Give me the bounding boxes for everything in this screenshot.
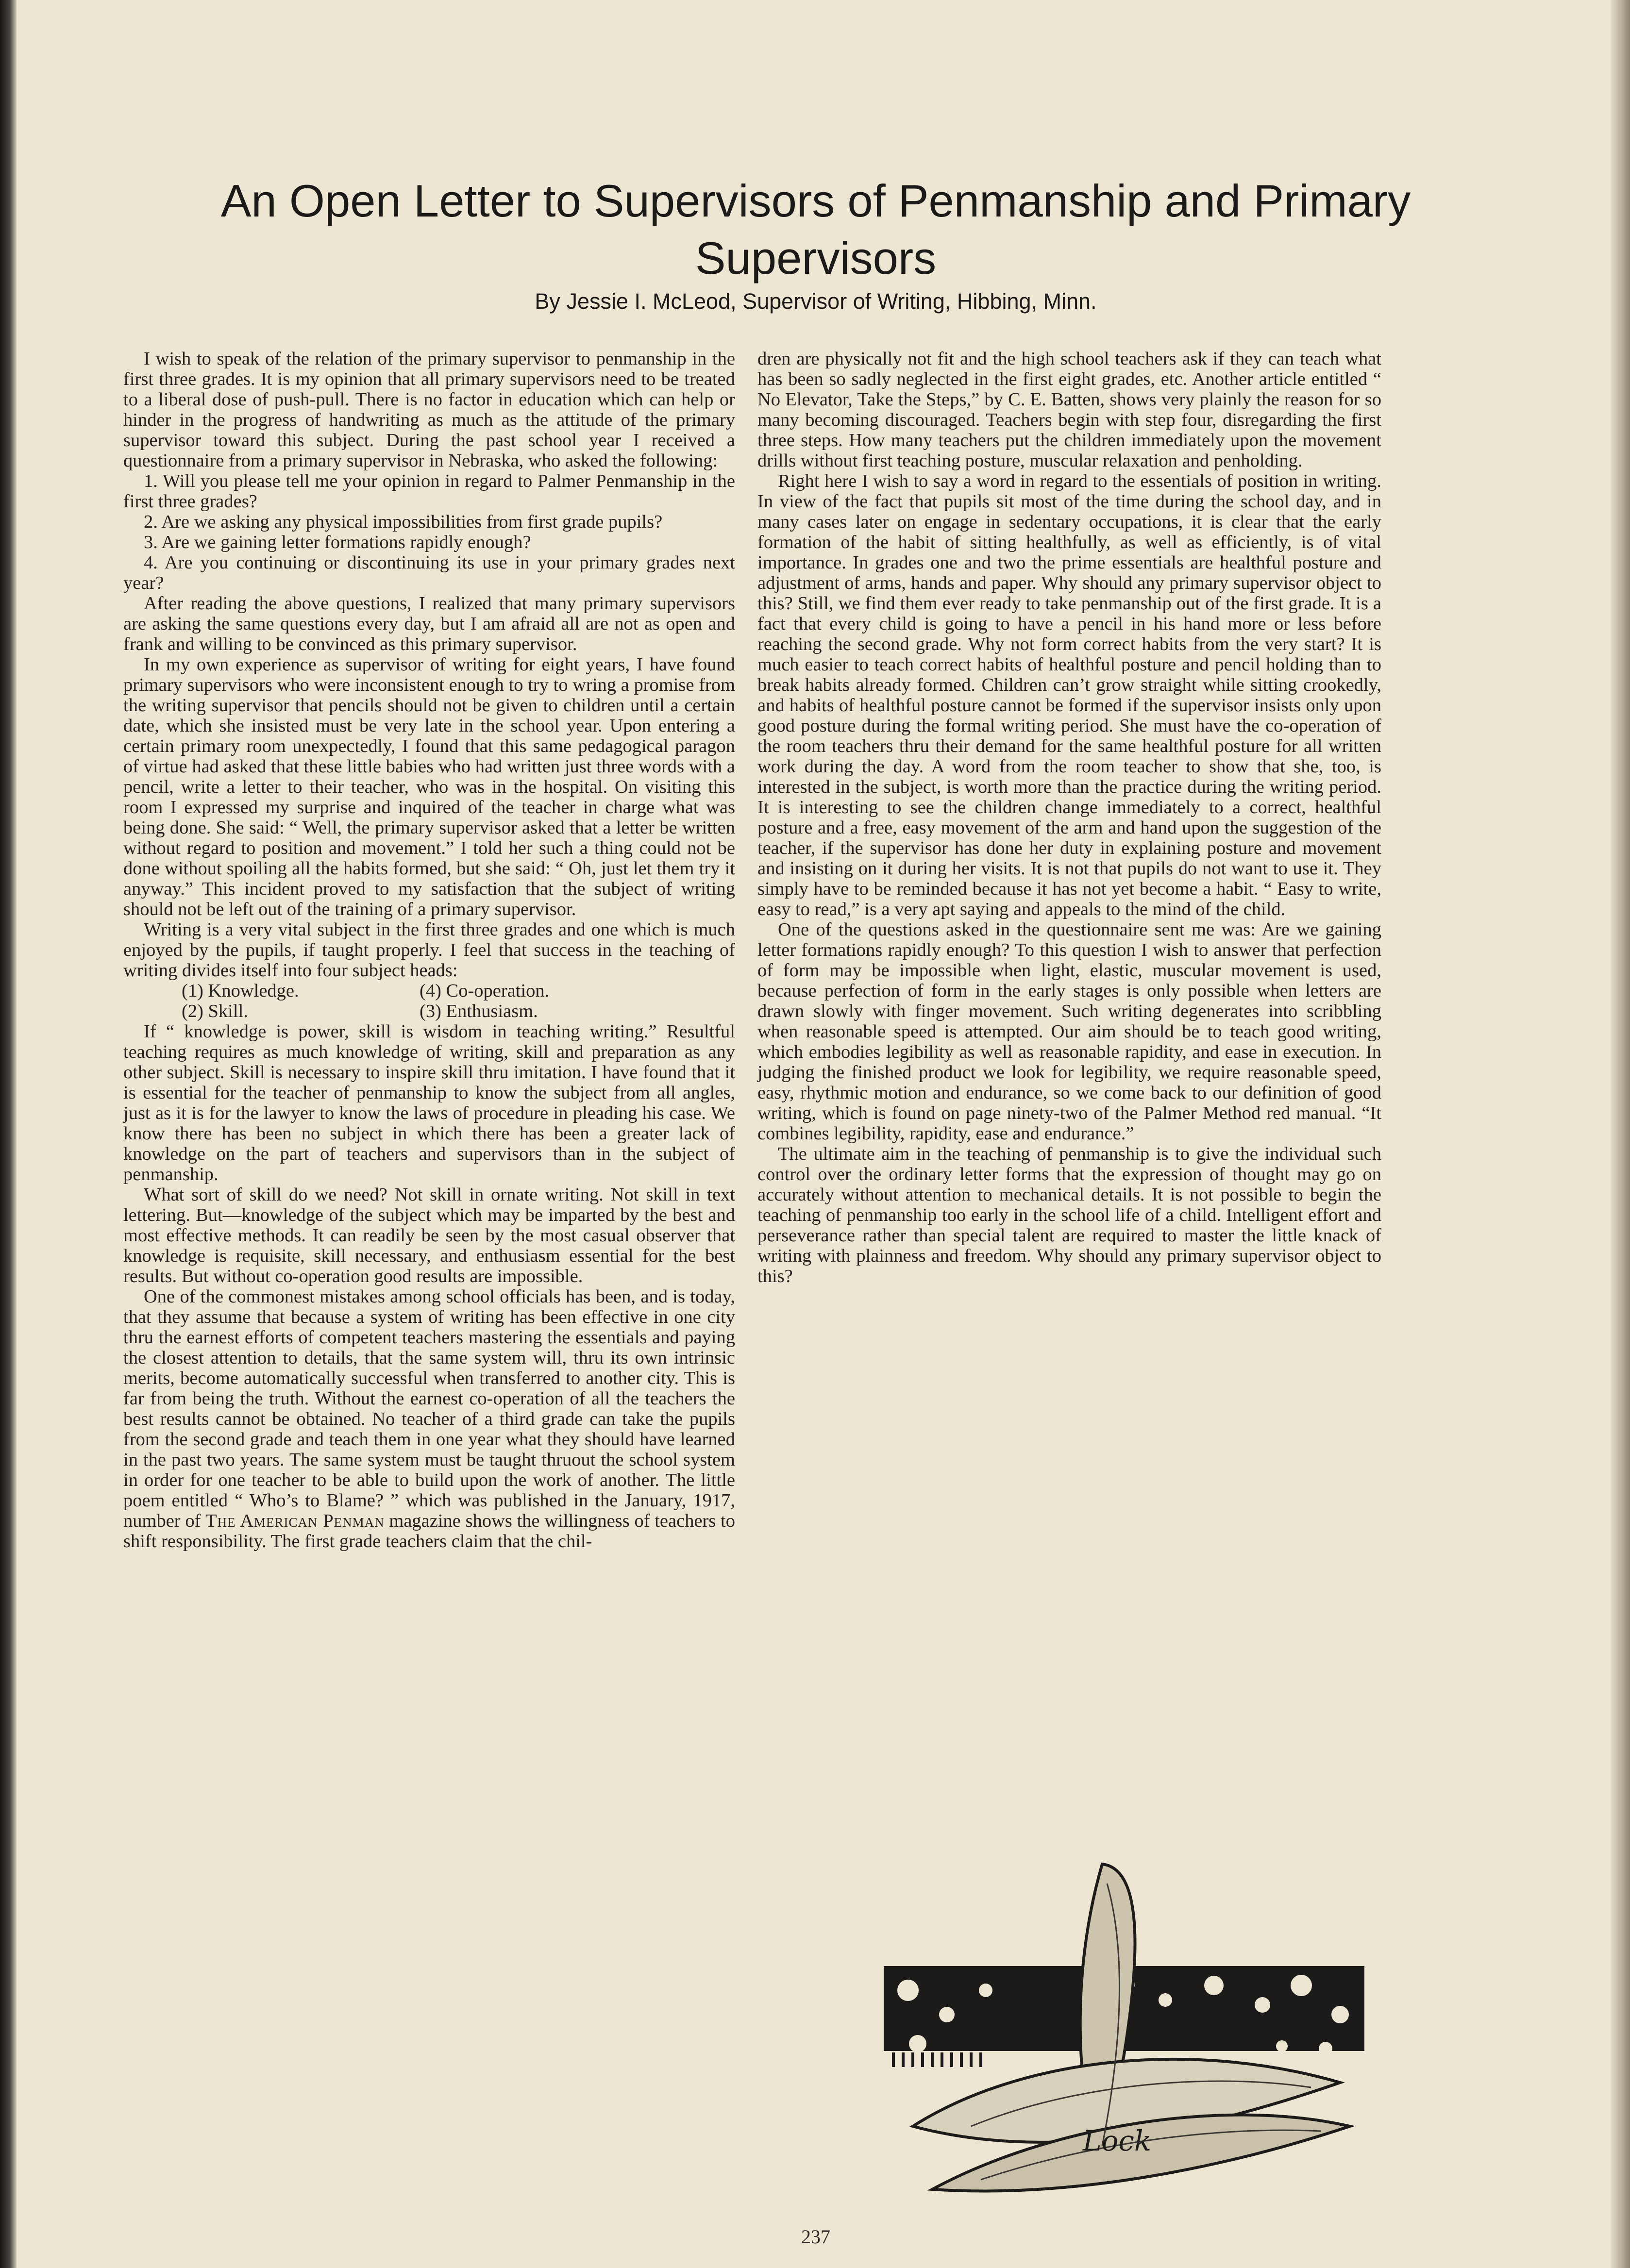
- pen-illustration: [874, 1854, 1369, 2204]
- magazine-name: The American Penman: [205, 1511, 385, 1531]
- book-gutter: [0, 0, 17, 2268]
- paragraph: I wish to speak of the relation of the primary supervisor to penmanship in the first three grades. It is my opinion that all primary supervisors need to be treated to a liberal dose of push-pull. There is no factor in education which can help or hinder in the progress of handwriting as much as the attitude of the primary supervisor toward this subject. During the past school year I received a questionnaire from a primary supervisor in Nebraska, who asked the following:: [123, 349, 735, 471]
- paragraph: If “ knowledge is power, skill is wisdom in teaching writing.” Resultful teaching requires as much knowledge of writing, skill and preparation as any other subject. Skill is necessary to inspire skill thru imitation. I have found that it is essential for the teacher of penmanship to know the subject from all angles, just as it is for the lawyer to know the laws of procedure in pleading his case. We know there has been no subject in which there has been a greater lack of knowledge on the part of teachers and supervisors than in the subject of penmanship.: [123, 1021, 735, 1184]
- subject-heads-list: [123, 981, 735, 1021]
- artist-signature: Lock: [1083, 2124, 1152, 2157]
- question-item: 2. Are we asking any physical impossibilities from first grade pupils?: [144, 512, 663, 532]
- article-title: An Open Letter to Supervisors of Penmanship and Primary Supervisors: [220, 175, 1411, 284]
- paragraph-text: One of the commonest mistakes among school officials has been, and is today, that they assume that because a system of writing has been effective in one city thru the earnest efforts of competent teachers mastering the essentials and paying the closest attention to details, that the same system will, thru its own intrinsic merits, become automatically successful when transferred to another city. This is far from being the truth. Without the earnest co-operation of all the teachers the best results cannot be obtained. No teacher of a third grade can take the pupils from the second grade and teach them in one year what they should have learned in the past two years. The same system must be taught thruout the school system in order for one teacher to be able to build upon the work of another. The little poem entitled “ Who’s to Blame? ” which was published in the January, 1917, number of: [123, 1286, 735, 1531]
- subject-head: (3) Enthusiasm.: [420, 1001, 538, 1021]
- question-item: 4. Are you continuing or discontinuing its use in your primary grades next year?: [123, 552, 735, 593]
- paragraph-text: magazine shows the willingness of teachers to shift responsibility. The first grade teachers claim that the chil-: [123, 1511, 736, 1551]
- question-item: 3. Are we gaining letter formations rapidly enough?: [144, 532, 531, 552]
- paragraph: The ultimate aim in the teaching of penmanship is to give the individual such control over the ordinary letter forms that the expression of thought may go on accurately without attention to mechanical details. It is not possible to begin the teaching of penmanship too early in the school life of a child. Intelligent effort and perseverance rather than special talent are required to master the little knack of writing with plainness and freedom. Why should any primary supervisor object to this?: [757, 1144, 1381, 1286]
- paragraph: Right here I wish to say a word in regard to the essentials of position in writing. In view of the fact that pupils sit most of the time during the school day, and in many cases later on engage in sedentary occupations, it is clear that the early formation of the habit of sitting healthfully, as well as efficiently, is of vital importance. In grades one and two the prime essentials are healthful posture and adjustment of arms, hands and paper. Why should any primary supervisor object to this? Still, we find them ever ready to take penmanship out of the first grade. It is a fact that every child is going to have a pencil in his hand more or less before reaching the second grade. Why not form correct habits from the very start? It is much easier to teach correct habits of healthful posture and pencil holding than to break habits already formed. Children can’t grow straight while sitting crookedly, and habits of healthful posture cannot be formed if the supervisor insists only upon good posture during the formal writing period. She must have the co-operation of the room teachers thru their demand for the same healthful posture for all written work during the day. A word from the room teacher to show that she, too, is interested in the subject, is worth more than the practice during the writing period. It is interesting to see the children change immediately to a correct, healthful posture and a free, easy movement of the arm and hand upon the suggestion of the teacher, if the supervisor has done her duty in explaining posture and movement and insisting on it during her visits. It is not that pupils do not want to use it. They simply have to be reminded because it has not yet become a habit. “ Easy to write, easy to read,” is a very apt saying and appeals to the mind of the child.: [757, 471, 1381, 919]
- paragraph: Writing is a very vital subject in the first three grades and one which is much enjoyed by the pupils, if taught properly. I feel that success in the teaching of writing divides itself into four subject heads:: [123, 919, 735, 981]
- subject-head: (1) Knowledge.: [182, 981, 299, 1001]
- paragraph: What sort of skill do we need? Not skill in ornate writing. Not skill in text lettering. But—knowledge of the subject which may be imparted by the best and most effective methods. It can readily be seen by the most casual observer that knowledge is requisite, skill necessary, and enthusiasm essential for the best results. But without co-operation good results are impossible.: [123, 1184, 735, 1286]
- subject-head: (2) Skill.: [182, 1001, 248, 1021]
- paragraph: After reading the above questions, I realized that many primary supervisors are asking the same questions every day, but I am afraid all are not as open and frank and willing to be convinced as this primary supervisor.: [123, 593, 735, 654]
- page-number: 237: [801, 2226, 830, 2248]
- right-column: [757, 349, 1381, 1286]
- page-edge: [1611, 0, 1630, 2268]
- question-item: 1. Will you please tell me your opinion in regard to Palmer Penmanship in the first three grades?: [123, 471, 735, 512]
- paragraph: dren are physically not fit and the high school teachers ask if they can teach what has been so sadly neglected in the first eight grades, etc. Another article entitled “ No Elevator, Take the Steps,” by C. E. Batten, shows very plainly the reason for so many becoming discouraged. Teachers begin with step four, disregarding the first three steps. How many teachers put the children immediately upon the movement drills without first teaching posture, muscular relaxation and penholding.: [757, 349, 1381, 471]
- paragraph: [123, 1286, 735, 1551]
- subject-head: (4) Co-operation.: [420, 981, 550, 1001]
- left-column: [123, 349, 735, 1551]
- article-byline: By Jessie I. McLeod, Supervisor of Writing, Hibbing, Minn.: [535, 289, 1097, 314]
- paragraph: In my own experience as supervisor of writing for eight years, I have found primary supervisors who were inconsistent enough to try to wring a promise from the writing supervisor that pencils should not be given to children until a certain date, which she insisted must be very late in the school year. Upon entering a certain primary room unexpectedly, I found that this same pedagogical paragon of virtue had asked that these little babies who had written just three words with a pencil, write a letter to their teacher, who was in the hospital. On visiting this room I expressed my surprise and inquired of the teacher in charge what was being done. She said: “ Well, the primary supervisor asked that a letter be written without regard to position and movement.” I told her such a thing could not be done without spoiling all the habits formed, but she said: “ Oh, just let them try it anyway.” This incident proved to my satisfaction that the subject of writing should not be left out of the training of a primary supervisor.: [123, 654, 735, 919]
- paragraph: One of the questions asked in the questionnaire sent me was: Are we gaining letter formations rapidly enough? To this question I wish to answer that perfection of form may be impossible when light, elastic, muscular movement is used, because perfection of form in the early stages is only possible when letters are drawn slowly with finger movement. Such writing degenerates into scribbling when reasonable speed is attempted. Our aim should be to teach good writing, which embodies legibility as well as reasonable rapidity, and ease in execution. In judging the finished product we look for legibility, we require reasonable speed, easy, rhythmic motion and endurance, so we come back to our definition of good writing, which is found on page ninety-two of the Palmer Method red manual. “It combines legibility, rapidity, ease and endurance.”: [757, 919, 1381, 1144]
